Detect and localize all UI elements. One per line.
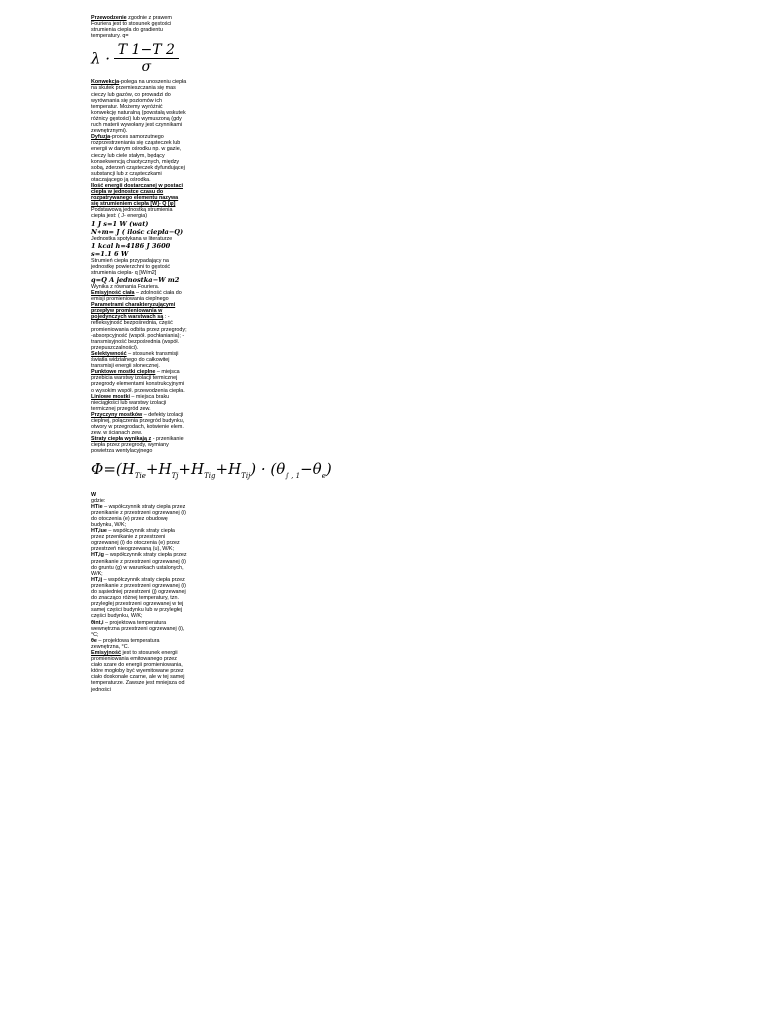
text: – zdolność ciała do emisji promieniowania cieplnego — [91, 290, 182, 303]
term-straty: Straty ciepła wynikają z — [91, 436, 152, 443]
text: – współczynnik straty ciepła przez przenikanie z przestrzeni ogrzewanej (i) do otoczenia (e) przez obudowę budynku, W/K; — [91, 503, 186, 528]
formula-eq: = — [103, 459, 116, 478]
term-konwekcja: Konwekcja — [91, 79, 120, 86]
term-przewodzenie: Przewodzenie — [91, 15, 127, 21]
term-liniowe-mostki: Liniowe mostki — [91, 393, 130, 400]
text: -proces samorzutnego rozprzestrzeniania się cząsteczek lub energii w danym ośrodku np. w gazie, cieczy lub ciele stałym, będący konsekwencją chaotycznych, między sobą, zderzeń cząsteczek dyfundującej substancji lub z cząsteczkami otaczającego ją ośrodka. — [91, 134, 185, 183]
term-punktowe-mostki: Punktowe mostki cieplne — [91, 369, 156, 376]
definition-htie — [91, 504, 187, 528]
paragraph-emisyjnosc — [91, 650, 187, 693]
formula-sub: Tig — [204, 471, 216, 480]
heat-loss-formula — [91, 459, 351, 486]
definition-thetae — [91, 638, 187, 650]
math-line-2: N∗m= J ( ilośc ciepła−Q) — [91, 227, 184, 236]
paragraph-mostki — [91, 369, 187, 412]
paragraph-straty — [91, 436, 187, 454]
symbol-htig: HT,ig — [91, 552, 104, 559]
paragraph-gdzie: gdzie: — [91, 497, 106, 504]
term-parametry: Parametrami charakteryzującymi przepływ promieniowania w pojedynczych warstwach są — [91, 302, 176, 321]
text: zgodnie z prawem Fouriera jest to stosunek gęstości strumienia ciepła do gradientu temperatury. q= — [91, 15, 172, 40]
formula-denominator: σ — [141, 59, 152, 76]
term-przyczyny: Przyczyny mostków — [91, 411, 143, 418]
formula-paren: ( — [115, 459, 122, 478]
text: – defekty izolacji cieplnej, połączenia przegród budynku, otwory w przegrodach, kotwienie elem. zew. w ścianach zew. — [91, 411, 185, 437]
formula-h: H — [121, 459, 135, 478]
text: – projektowa temperatura wewnętrzna przestrzeni ogrzewanej (i), °C; — [91, 619, 185, 638]
definition-htiue — [91, 528, 187, 552]
term-selektywnosc: Selektywność — [91, 350, 127, 357]
paragraph-parametry — [91, 302, 187, 351]
formula-sub: ∫ , 1 — [285, 471, 301, 480]
paragraph-strumien — [91, 183, 187, 220]
text: – współczynnik straty ciepła przez przenikanie z przestrzeni ogrzewanej (i) do otoczenia (e) przez przestrzeń nieogrzewaną (u), W/K; — [91, 528, 180, 553]
term-dyfuzja: Dyfuzja — [91, 134, 111, 141]
formula-h: H — [191, 459, 205, 478]
term-emisyjnosc-ciala: Emisyjność ciała — [91, 290, 135, 296]
formula-paren: ( — [270, 459, 277, 478]
paragraph-emisyjnosc-ciala — [91, 290, 187, 302]
paragraph-przyczyny — [91, 412, 187, 436]
term-strumien: Ilość energii dostarczanej w postaci ciepła w jednostce czasu do rozpatrywanego elementu nazywa się strumieniem ciepła [W]- Q [φ] — [91, 182, 183, 208]
notes-column — [91, 15, 332, 693]
math-line-3: 1 kcal h=4186 J 3600 s=1.1 6 W — [91, 241, 171, 258]
paragraph-gestosc: Strumień ciepła przypadający na jednostkę powierzchni to gęstość strumienia ciepła- q [W/m2] — [91, 257, 171, 276]
symbol-thetaint: θint,i — [91, 619, 104, 626]
definition-thetaint — [91, 620, 187, 638]
text: jest to stosunek energii promieniowania emitowanego przez ciało szare do energii promieniowania, które mogłoby być wyemitowane przez ciało doskonale czarne, ale w tej samej temperaturze. Zawsze jest mniejsza od jedności — [91, 649, 185, 693]
paragraph-dyfuzja — [91, 134, 187, 183]
formula-paren: ) — [250, 459, 257, 478]
formula-sub: e — [321, 471, 326, 480]
formula-theta: θ — [276, 459, 286, 478]
formula-sub: Tj — [171, 471, 179, 480]
text: - przenikanie ciepła przez przegrody, wymiany powietrza wentylacyjnego — [91, 436, 184, 455]
paragraph-konwekcja — [91, 79, 187, 134]
text: – miejsca braku nieciągłości lub warstwy izolacji termicznej przegród zew. — [91, 393, 170, 412]
unit-w: W — [91, 491, 97, 498]
text: -polega na unoszeniu ciepła na skutek przemieszczania się mas cieczy lub gazów, co prowadzi do wyrównania się poziomów ich temperatur. Możemy wyróżnić konwekcję naturalną (powstałą wskutek różnicy gęstości) lub wymuszoną (gdy ruch materii wywołany jest czynnikami zewnętrznymi). — [91, 79, 187, 135]
formula-phi: Φ — [91, 459, 104, 478]
text: : -refleksyjność bezpośrednia, część promieniowania odbita przez przegrody; -absorpcyjność (współ. pochłaniania); -transmisyjność bezpośrednia (współ. przepuszczalności). — [91, 314, 187, 351]
formula-h: H — [228, 459, 242, 478]
text: – współczynnik straty ciepła przez przenikanie z przestrzeni ogrzewanej (i) do sąsiedniej przestrzeni (j) ogrzewanej do znacząco różnej temperatury, tzn. przyległej przestrzeni ogrzewanej w tej samej części budynku lub w przyległej części budynku, W/K; — [91, 576, 186, 620]
paragraph-literatura: Jednostka spotykana w literaturze — [91, 235, 173, 242]
math-line-4: q=Q A jednostka−W m2 — [91, 275, 180, 284]
formula-plus: + — [178, 459, 191, 478]
term-emisyjnosc: Emisyjność — [91, 649, 121, 656]
paragraph-przewodzenie — [91, 15, 187, 39]
definition-htig — [91, 552, 187, 576]
fourier-formula — [91, 42, 187, 75]
math-line-1: 1 J s=1 W (wat) — [91, 219, 149, 228]
definition-htij — [91, 577, 187, 620]
formula-fraction — [114, 42, 179, 75]
text: – projektowa temperatura zewnętrzna, °C. — [91, 637, 160, 650]
symbol-thetae: θe — [91, 637, 97, 644]
text: Podstawową jednostką strumienia ciepła jest: ( J- energia) — [91, 207, 173, 220]
paragraph-fourier: Wynika z równania Fouriera. — [91, 283, 160, 290]
symbol-htiue: HT,iue — [91, 528, 107, 535]
formula-numerator: T 1−T 2 — [114, 42, 179, 59]
text: – współczynnik straty ciepła przez przenikanie z przestrzeni ogrzewanej (i) do gruntu (g) w warunkach ustalonych, W/K; — [91, 552, 187, 577]
symbol-htij: HT,ij — [91, 576, 103, 583]
text: – miejsca przebicia warstwy izolacji termicznej przegrody elementami konstrukcyjnymi o wysokim współ. przewodzenia ciepła. — [91, 369, 185, 394]
formula-h: H — [158, 459, 172, 478]
paragraph-selektywnosc — [91, 351, 187, 369]
text: – stosunek transmisji światła widzialnego do całkowitej transmisji energii słonecznej. — [91, 350, 179, 370]
symbol-htie: HTie — [91, 503, 103, 510]
formula-plus: + — [215, 459, 229, 478]
formula-dot: · — [256, 459, 271, 478]
formula-sub: Tij — [241, 471, 251, 480]
formula-lambda: λ · — [91, 49, 111, 68]
formula-minus: − — [300, 459, 313, 478]
formula-theta: θ — [312, 459, 322, 478]
formula-plus: + — [145, 459, 159, 478]
formula-paren: ) — [325, 459, 332, 478]
formula-sub: Tie — [134, 471, 146, 480]
